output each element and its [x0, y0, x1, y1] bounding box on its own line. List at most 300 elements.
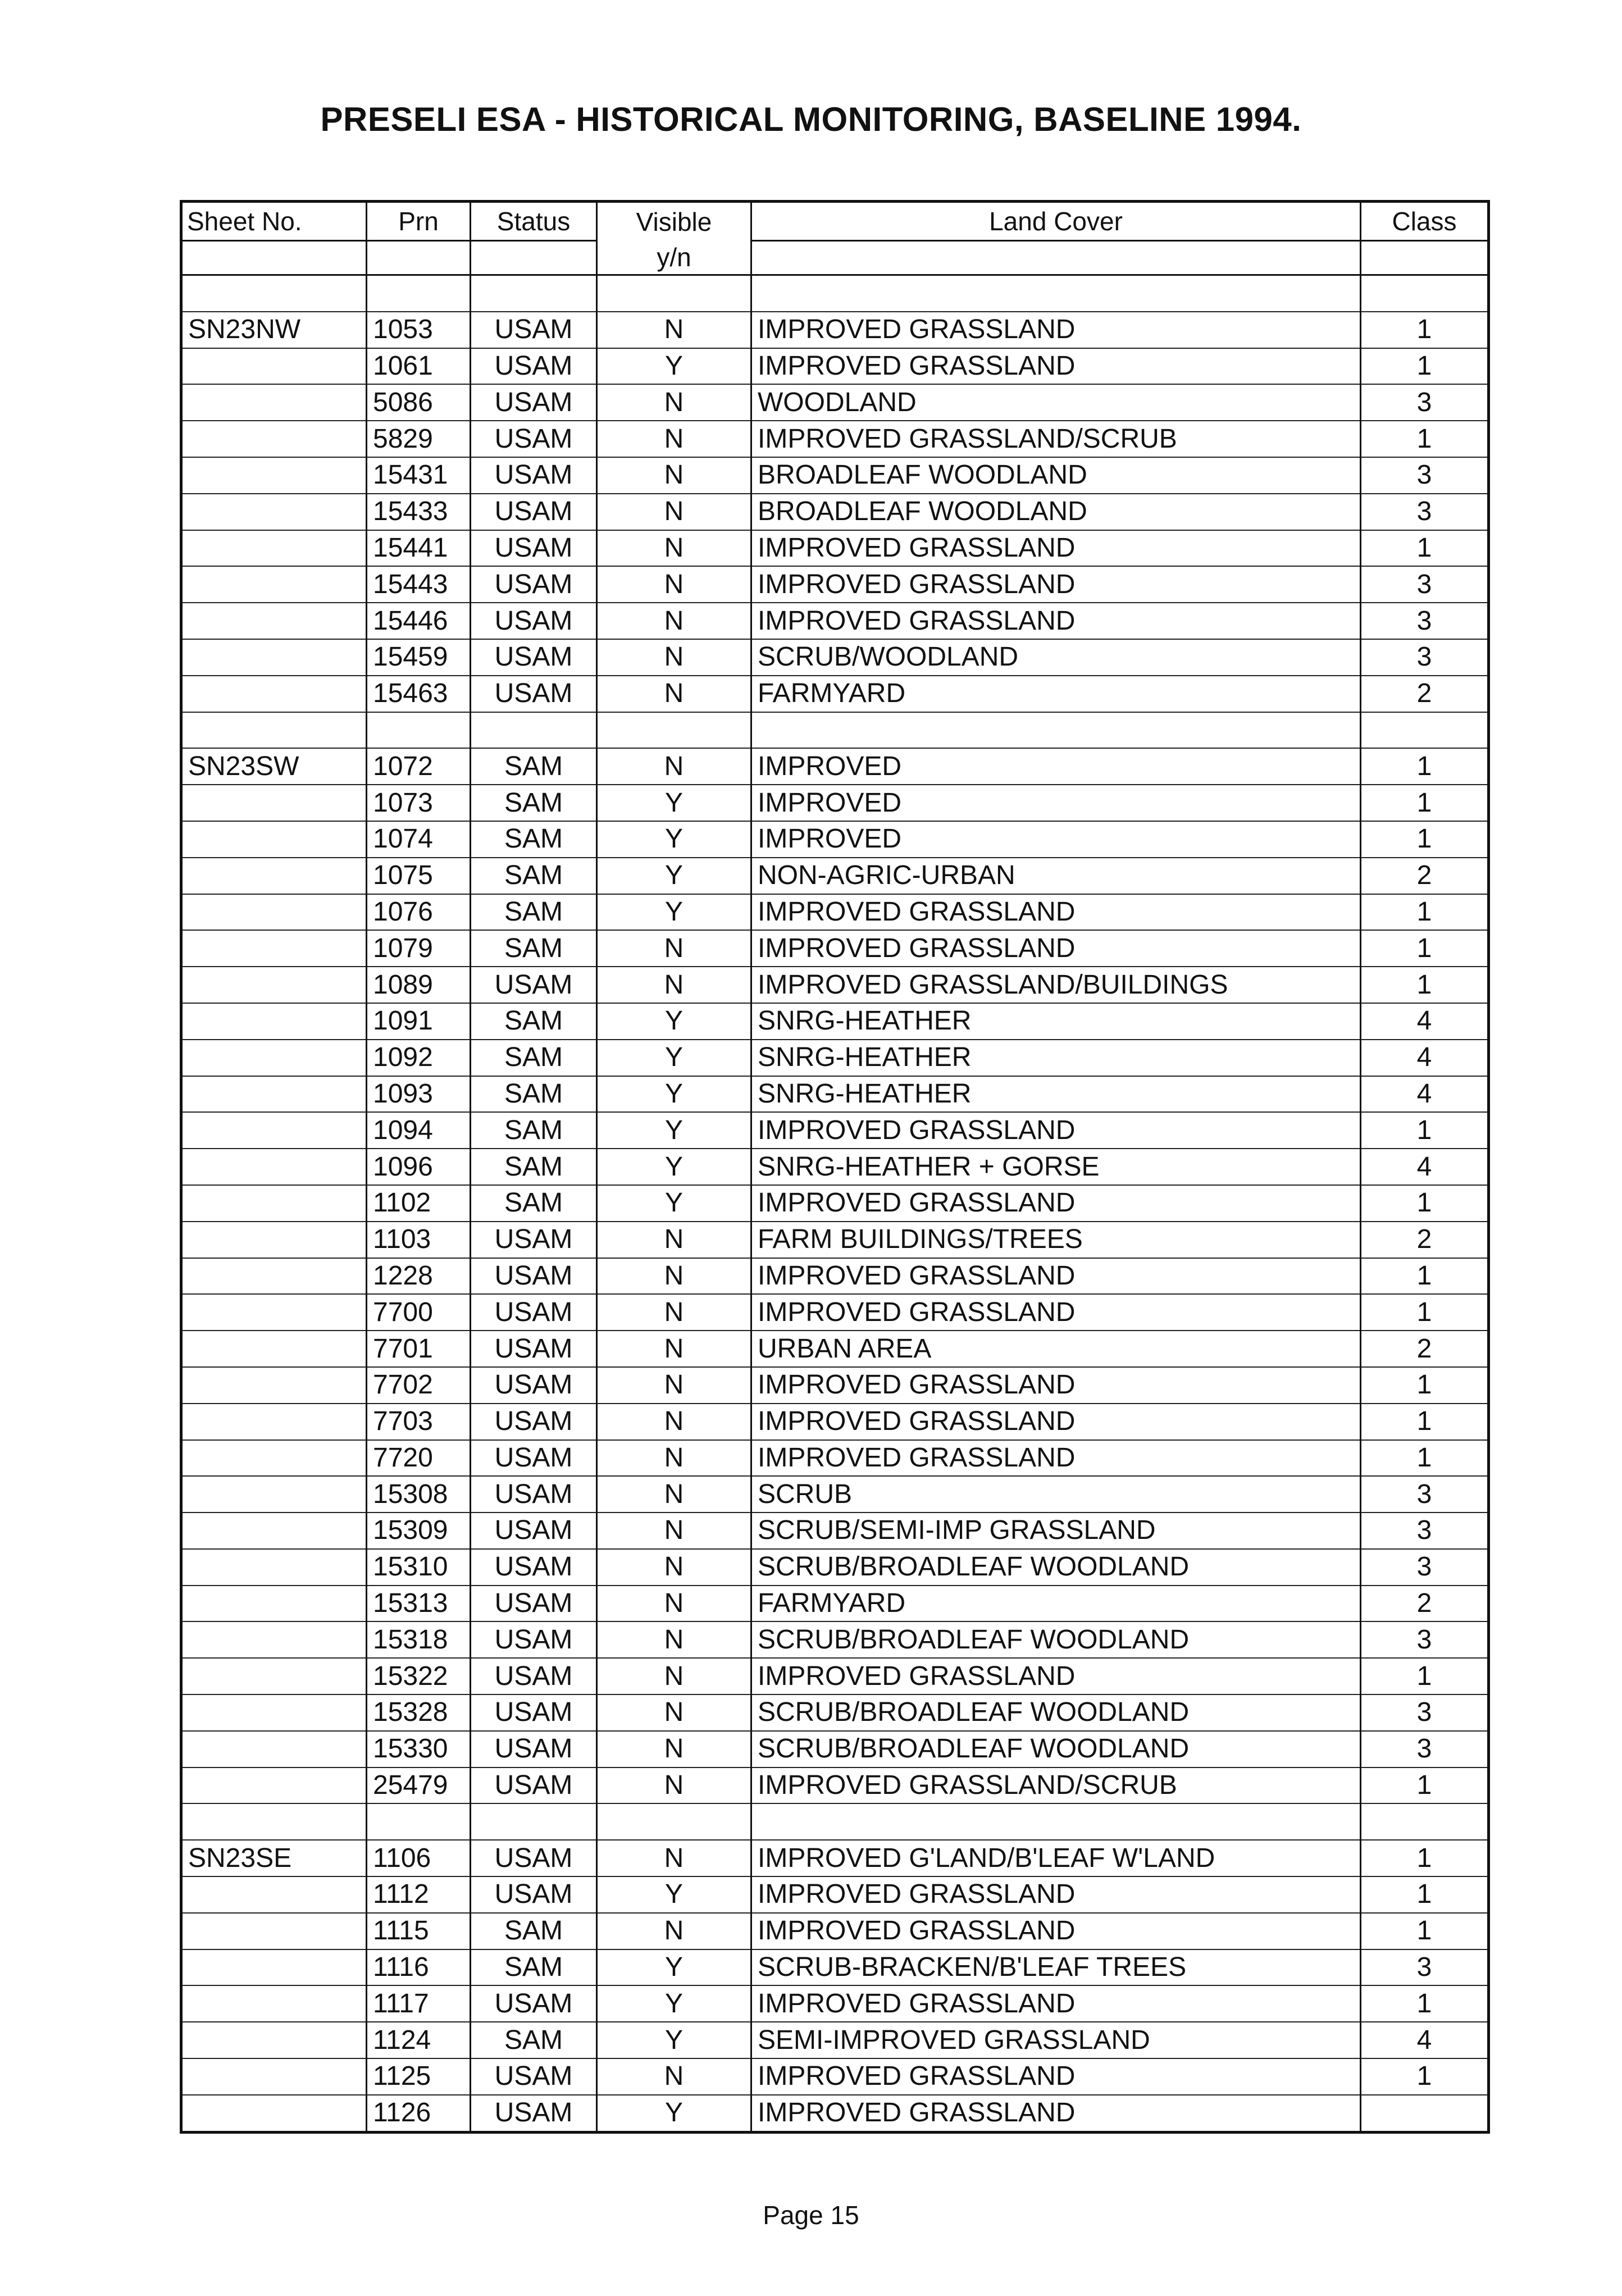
table-row — [181, 1367, 1489, 1404]
status-cell: USAM — [471, 1840, 597, 1876]
class-cell: 1 — [1361, 894, 1489, 931]
status-cell: SAM — [471, 821, 597, 858]
sheet-cell — [181, 530, 367, 567]
visible-cell: N — [597, 384, 751, 421]
prn-cell: 7720 — [367, 1440, 471, 1477]
visible-cell: N — [597, 676, 751, 712]
prn-cell: 15322 — [367, 1658, 471, 1694]
land-cover-cell: IMPROVED GRASSLAND — [751, 1985, 1361, 2022]
land-cover-cell: IMPROVED GRASSLAND — [751, 530, 1361, 567]
status-cell: USAM — [471, 312, 597, 348]
prn-cell: 7702 — [367, 1367, 471, 1404]
prn-cell: 15459 — [367, 639, 471, 676]
visible-cell: N — [597, 312, 751, 348]
table-row — [181, 930, 1489, 967]
land-cover-cell: SCRUB/BROADLEAF WOODLAND — [751, 1549, 1361, 1586]
class-cell: 3 — [1361, 1949, 1489, 1986]
visible-cell: Y — [597, 821, 751, 858]
land-cover-cell: IMPROVED GRASSLAND — [751, 1258, 1361, 1295]
visible-cell: Y — [597, 1003, 751, 1040]
table-row — [181, 1876, 1489, 1913]
sheet-cell — [181, 1876, 367, 1913]
prn-cell: 1096 — [367, 1149, 471, 1185]
class-cell: 3 — [1361, 494, 1489, 530]
prn-cell: 1092 — [367, 1040, 471, 1076]
status-cell: USAM — [471, 1876, 597, 1913]
visible-cell: Y — [597, 1949, 751, 1986]
prn-cell: 15443 — [367, 566, 471, 603]
prn-cell: 5829 — [367, 421, 471, 457]
table-row — [181, 566, 1489, 603]
table-row — [181, 1731, 1489, 1767]
sheet-cell — [181, 566, 367, 603]
class-cell: 3 — [1361, 1476, 1489, 1513]
visible-cell: N — [597, 1840, 751, 1876]
header-row-sub — [181, 241, 1489, 275]
class-cell: 1 — [1361, 967, 1489, 1003]
header-prn: Prn — [367, 202, 471, 241]
land-cover-cell: URBAN AREA — [751, 1331, 1361, 1367]
prn-cell: 1089 — [367, 967, 471, 1003]
land-cover-cell: SEMI-IMPROVED GRASSLAND — [751, 2022, 1361, 2058]
table-row — [181, 1185, 1489, 1222]
prn-cell: 1117 — [367, 1985, 471, 2022]
spacer-cell — [751, 712, 1361, 749]
land-cover-cell: IMPROVED GRASSLAND — [751, 1367, 1361, 1404]
land-cover-cell: FARMYARD — [751, 1586, 1361, 1622]
class-cell: 1 — [1361, 1404, 1489, 1440]
land-cover-cell: SCRUB/BROADLEAF WOODLAND — [751, 1731, 1361, 1767]
sheet-cell — [181, 1112, 367, 1149]
spacer-cell — [471, 275, 597, 312]
prn-cell: 15330 — [367, 1731, 471, 1767]
table-row — [181, 1586, 1489, 1622]
class-cell: 3 — [1361, 603, 1489, 639]
land-cover-cell: IMPROVED — [751, 748, 1361, 785]
page-number: Page 15 — [763, 2201, 859, 2230]
sheet-cell — [181, 1258, 367, 1295]
class-cell: 1 — [1361, 2058, 1489, 2095]
status-cell: SAM — [471, 748, 597, 785]
status-cell: USAM — [471, 1985, 597, 2022]
table-row — [181, 967, 1489, 1003]
sheet-cell — [181, 1985, 367, 2022]
sheet-cell: SN23SE — [181, 1840, 367, 1876]
land-cover-cell: WOODLAND — [751, 384, 1361, 421]
land-cover-cell: FARMYARD — [751, 676, 1361, 712]
status-cell: USAM — [471, 1476, 597, 1513]
status-cell: SAM — [471, 894, 597, 931]
sheet-cell — [181, 894, 367, 931]
sheet-cell — [181, 421, 367, 457]
land-cover-cell: SNRG-HEATHER + GORSE — [751, 1149, 1361, 1185]
sheet-cell — [181, 1767, 367, 1804]
land-cover-cell: IMPROVED GRASSLAND — [751, 1294, 1361, 1331]
table-row — [181, 1222, 1489, 1258]
visible-cell: N — [597, 457, 751, 494]
visible-cell: N — [597, 1367, 751, 1404]
class-cell: 1 — [1361, 1258, 1489, 1295]
status-cell: USAM — [471, 1549, 597, 1586]
table-row — [181, 1621, 1489, 1658]
prn-cell: 1102 — [367, 1185, 471, 1222]
sheet-cell — [181, 1949, 367, 1986]
table-row — [181, 530, 1489, 567]
spacer-cell — [751, 275, 1361, 312]
sheet-cell — [181, 676, 367, 712]
table-row — [181, 603, 1489, 639]
land-cover-cell: BROADLEAF WOODLAND — [751, 457, 1361, 494]
land-cover-cell: IMPROVED GRASSLAND — [751, 1658, 1361, 1694]
land-cover-cell: SCRUB/BROADLEAF WOODLAND — [751, 1621, 1361, 1658]
prn-cell: 25479 — [367, 1767, 471, 1804]
land-cover-cell: IMPROVED GRASSLAND — [751, 1913, 1361, 1949]
land-cover-cell: BROADLEAF WOODLAND — [751, 494, 1361, 530]
land-cover-cell: IMPROVED GRASSLAND — [751, 1876, 1361, 1913]
visible-cell: N — [597, 1222, 751, 1258]
spacer-row — [181, 1803, 1489, 1840]
visible-cell: N — [597, 1694, 751, 1731]
visible-cell: N — [597, 1258, 751, 1295]
table-row — [181, 1913, 1489, 1949]
table-row — [181, 1003, 1489, 1040]
header-visible-sub: y/n — [597, 241, 751, 275]
status-cell: USAM — [471, 967, 597, 1003]
status-cell: USAM — [471, 1621, 597, 1658]
status-cell: SAM — [471, 1185, 597, 1222]
prn-cell: 1126 — [367, 2095, 471, 2132]
class-cell: 3 — [1361, 457, 1489, 494]
table-row — [181, 1440, 1489, 1477]
sheet-cell — [181, 821, 367, 858]
land-cover-cell: SCRUB — [751, 1476, 1361, 1513]
spacer-cell — [597, 275, 751, 312]
class-cell: 3 — [1361, 1549, 1489, 1586]
sheet-cell — [181, 2095, 367, 2132]
table-row — [181, 384, 1489, 421]
class-cell: 2 — [1361, 1586, 1489, 1622]
status-cell: USAM — [471, 348, 597, 385]
sheet-cell — [181, 1476, 367, 1513]
table-row — [181, 1476, 1489, 1513]
prn-cell: 15308 — [367, 1476, 471, 1513]
visible-cell: Y — [597, 2022, 751, 2058]
visible-cell: Y — [597, 1040, 751, 1076]
visible-cell: N — [597, 1586, 751, 1622]
status-cell: SAM — [471, 1076, 597, 1113]
visible-cell: Y — [597, 894, 751, 931]
spacer-cell — [751, 1803, 1361, 1840]
monitoring-table — [180, 200, 1490, 2134]
sheet-cell — [181, 930, 367, 967]
prn-cell: 15433 — [367, 494, 471, 530]
prn-cell: 1116 — [367, 1949, 471, 1986]
class-cell: 1 — [1361, 312, 1489, 348]
table-row — [181, 1658, 1489, 1694]
table-row — [181, 1076, 1489, 1113]
table-body — [181, 202, 1489, 2133]
class-cell: 2 — [1361, 1331, 1489, 1367]
sheet-cell — [181, 1222, 367, 1258]
table-row — [181, 494, 1489, 530]
visible-cell: Y — [597, 348, 751, 385]
status-cell: USAM — [471, 1222, 597, 1258]
prn-cell: 5086 — [367, 384, 471, 421]
sheet-cell — [181, 1913, 367, 1949]
sheet-cell — [181, 494, 367, 530]
sheet-cell — [181, 1149, 367, 1185]
table-row — [181, 2095, 1489, 2132]
prn-cell: 1125 — [367, 2058, 471, 2095]
land-cover-cell: SNRG-HEATHER — [751, 1003, 1361, 1040]
table-row — [181, 1694, 1489, 1731]
sheet-cell — [181, 1003, 367, 1040]
table-row — [181, 2022, 1489, 2058]
visible-cell: N — [597, 748, 751, 785]
header-class: Class — [1361, 202, 1489, 241]
prn-cell: 15309 — [367, 1513, 471, 1549]
land-cover-cell: IMPROVED GRASSLAND/SCRUB — [751, 421, 1361, 457]
prn-cell: 1112 — [367, 1876, 471, 1913]
visible-cell: Y — [597, 1112, 751, 1149]
prn-cell: 1124 — [367, 2022, 471, 2058]
spacer-cell — [367, 1803, 471, 1840]
status-cell: SAM — [471, 785, 597, 821]
visible-cell: N — [597, 1440, 751, 1477]
land-cover-cell: FARM BUILDINGS/TREES — [751, 1222, 1361, 1258]
sheet-cell — [181, 1513, 367, 1549]
land-cover-cell: IMPROVED GRASSLAND/BUILDINGS — [751, 967, 1361, 1003]
visible-cell: N — [597, 1621, 751, 1658]
table-row — [181, 1985, 1489, 2022]
visible-cell: N — [597, 566, 751, 603]
class-cell: 1 — [1361, 1112, 1489, 1149]
spacer-cell — [181, 1803, 367, 1840]
header-visible: Visible — [597, 202, 751, 241]
land-cover-cell: IMPROVED GRASSLAND — [751, 894, 1361, 931]
land-cover-cell: IMPROVED — [751, 821, 1361, 858]
prn-cell: 7703 — [367, 1404, 471, 1440]
class-cell: 1 — [1361, 1440, 1489, 1477]
land-cover-cell: IMPROVED GRASSLAND — [751, 566, 1361, 603]
spacer-cell — [181, 275, 367, 312]
table-row — [181, 894, 1489, 931]
table-row — [181, 421, 1489, 457]
class-cell: 3 — [1361, 639, 1489, 676]
table-row — [181, 1258, 1489, 1295]
class-cell: 3 — [1361, 384, 1489, 421]
page-title: PRESELI ESA - HISTORICAL MONITORING, BASELINE 1994. — [320, 101, 1302, 138]
class-cell: 1 — [1361, 1913, 1489, 1949]
class-cell: 1 — [1361, 348, 1489, 385]
prn-cell: 1072 — [367, 748, 471, 785]
land-cover-cell: IMPROVED GRASSLAND — [751, 312, 1361, 348]
land-cover-cell: IMPROVED G'LAND/B'LEAF W'LAND — [751, 1840, 1361, 1876]
status-cell: USAM — [471, 1331, 597, 1367]
table-row — [181, 1513, 1489, 1549]
land-cover-cell: IMPROVED GRASSLAND — [751, 2058, 1361, 2095]
class-cell: 1 — [1361, 1876, 1489, 1913]
sheet-cell — [181, 384, 367, 421]
prn-cell: 1073 — [367, 785, 471, 821]
sheet-cell — [181, 1185, 367, 1222]
sheet-cell — [181, 1694, 367, 1731]
sheet-cell — [181, 1404, 367, 1440]
table-row — [181, 1112, 1489, 1149]
visible-cell: N — [597, 2058, 751, 2095]
status-cell: USAM — [471, 1658, 597, 1694]
visible-cell: N — [597, 1658, 751, 1694]
class-cell: 1 — [1361, 1185, 1489, 1222]
spacer-cell — [1361, 712, 1489, 749]
status-cell: USAM — [471, 566, 597, 603]
table-row — [181, 748, 1489, 785]
visible-cell: N — [597, 1549, 751, 1586]
visible-cell: N — [597, 1731, 751, 1767]
land-cover-cell: IMPROVED GRASSLAND — [751, 1440, 1361, 1477]
land-cover-cell: IMPROVED GRASSLAND — [751, 930, 1361, 967]
class-cell: 1 — [1361, 1658, 1489, 1694]
class-cell: 4 — [1361, 1003, 1489, 1040]
sheet-cell — [181, 1586, 367, 1622]
status-cell: USAM — [471, 1404, 597, 1440]
class-cell: 1 — [1361, 421, 1489, 457]
table-row — [181, 1040, 1489, 1076]
table-row — [181, 639, 1489, 676]
status-cell: USAM — [471, 494, 597, 530]
table-row — [181, 1331, 1489, 1367]
spacer-cell — [597, 1803, 751, 1840]
prn-cell: 7700 — [367, 1294, 471, 1331]
status-cell: USAM — [471, 1731, 597, 1767]
land-cover-cell: IMPROVED GRASSLAND — [751, 348, 1361, 385]
class-cell: 4 — [1361, 1040, 1489, 1076]
spacer-cell — [181, 712, 367, 749]
land-cover-cell: NON-AGRIC-URBAN — [751, 858, 1361, 894]
status-cell: USAM — [471, 1586, 597, 1622]
sheet-cell — [181, 1294, 367, 1331]
status-cell: USAM — [471, 1367, 597, 1404]
land-cover-cell: SNRG-HEATHER — [751, 1076, 1361, 1113]
status-cell: SAM — [471, 1003, 597, 1040]
prn-cell: 1074 — [367, 821, 471, 858]
class-cell: 4 — [1361, 2022, 1489, 2058]
prn-cell: 15318 — [367, 1621, 471, 1658]
table-row — [181, 676, 1489, 712]
table-row — [181, 1294, 1489, 1331]
prn-cell: 1228 — [367, 1258, 471, 1295]
prn-cell: 1079 — [367, 930, 471, 967]
status-cell: USAM — [471, 2058, 597, 2095]
status-cell: USAM — [471, 1440, 597, 1477]
sheet-cell — [181, 348, 367, 385]
prn-cell: 15313 — [367, 1586, 471, 1622]
table-row — [181, 1549, 1489, 1586]
land-cover-cell: SCRUB/WOODLAND — [751, 639, 1361, 676]
prn-cell: 1075 — [367, 858, 471, 894]
sheet-cell — [181, 603, 367, 639]
visible-cell: Y — [597, 2095, 751, 2132]
visible-cell: N — [597, 1767, 751, 1804]
class-cell: 1 — [1361, 1985, 1489, 2022]
sheet-cell: SN23SW — [181, 748, 367, 785]
spacer-cell — [471, 712, 597, 749]
visible-cell: N — [597, 530, 751, 567]
status-cell: USAM — [471, 603, 597, 639]
class-cell: 1 — [1361, 1767, 1489, 1804]
header-row — [181, 202, 1489, 241]
status-cell: USAM — [471, 384, 597, 421]
land-cover-cell: IMPROVED GRASSLAND — [751, 1112, 1361, 1149]
status-cell: USAM — [471, 1767, 597, 1804]
prn-cell: 1091 — [367, 1003, 471, 1040]
visible-cell: N — [597, 1513, 751, 1549]
visible-cell: N — [597, 494, 751, 530]
table-row — [181, 1840, 1489, 1876]
spacer-cell — [471, 1803, 597, 1840]
status-cell: SAM — [471, 2022, 597, 2058]
land-cover-cell: IMPROVED GRASSLAND — [751, 603, 1361, 639]
sheet-cell — [181, 1621, 367, 1658]
class-cell: 1 — [1361, 930, 1489, 967]
table-row — [181, 1949, 1489, 1986]
spacer-cell — [597, 712, 751, 749]
status-cell: USAM — [471, 530, 597, 567]
visible-cell: Y — [597, 858, 751, 894]
class-cell: 1 — [1361, 1367, 1489, 1404]
prn-cell: 1094 — [367, 1112, 471, 1149]
prn-cell: 15328 — [367, 1694, 471, 1731]
prn-cell: 1106 — [367, 1840, 471, 1876]
sheet-cell — [181, 858, 367, 894]
sheet-cell — [181, 1040, 367, 1076]
status-cell: USAM — [471, 2095, 597, 2132]
class-cell: 1 — [1361, 1294, 1489, 1331]
class-cell — [1361, 2095, 1489, 2132]
visible-cell: N — [597, 1331, 751, 1367]
status-cell: SAM — [471, 1040, 597, 1076]
header-sheet: Sheet No. — [181, 202, 367, 241]
status-cell: USAM — [471, 1694, 597, 1731]
sheet-cell — [181, 2022, 367, 2058]
class-cell: 2 — [1361, 858, 1489, 894]
land-cover-cell: IMPROVED — [751, 785, 1361, 821]
status-cell: USAM — [471, 457, 597, 494]
prn-cell: 1076 — [367, 894, 471, 931]
prn-cell: 1093 — [367, 1076, 471, 1113]
visible-cell: Y — [597, 785, 751, 821]
status-cell: USAM — [471, 639, 597, 676]
sheet-cell — [181, 1658, 367, 1694]
class-cell: 4 — [1361, 1149, 1489, 1185]
prn-cell: 1053 — [367, 312, 471, 348]
table-row — [181, 858, 1489, 894]
prn-cell: 15463 — [367, 676, 471, 712]
sheet-cell: SN23NW — [181, 312, 367, 348]
visible-cell: N — [597, 603, 751, 639]
visible-cell: Y — [597, 1876, 751, 1913]
land-cover-cell: IMPROVED GRASSLAND — [751, 1185, 1361, 1222]
visible-cell: N — [597, 930, 751, 967]
header-status: Status — [471, 202, 597, 241]
visible-cell: N — [597, 1476, 751, 1513]
table-row — [181, 312, 1489, 348]
land-cover-cell: IMPROVED GRASSLAND — [751, 1404, 1361, 1440]
status-cell: SAM — [471, 858, 597, 894]
land-cover-cell: SNRG-HEATHER — [751, 1040, 1361, 1076]
class-cell: 1 — [1361, 1840, 1489, 1876]
sheet-cell — [181, 967, 367, 1003]
